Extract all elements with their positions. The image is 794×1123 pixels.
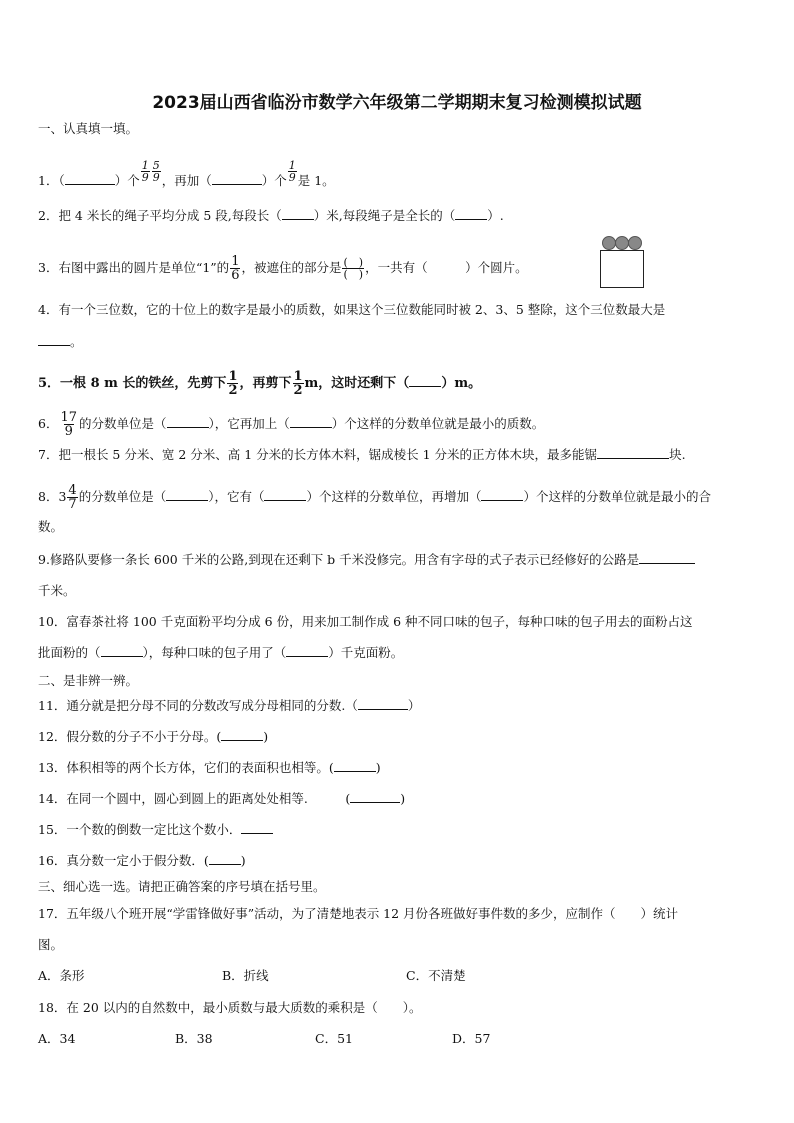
question-12: 12．假分数的分子不小于分母。( ) xyxy=(38,729,269,744)
answer-blank[interactable] xyxy=(350,802,400,803)
answer-blank[interactable] xyxy=(597,458,669,459)
circle-piece xyxy=(602,236,616,250)
circle-piece xyxy=(628,236,642,250)
answer-blank[interactable] xyxy=(241,833,273,834)
answer-blank[interactable] xyxy=(65,184,115,185)
covered-circles-figure xyxy=(598,236,646,288)
question-14: 14．在同一个圆中，圆心到圆上的距离处处相等. ( ) xyxy=(38,791,406,806)
answer-blank[interactable] xyxy=(455,219,487,220)
answer-blank[interactable] xyxy=(409,386,441,387)
question-1: 1．（ ）个 $\frac{1}{9}$ $\frac{5}{9}$ ，再加（ ）个 $\frac{1}{9}$ 是 1。 xyxy=(38,159,335,188)
question-16: 16．真分数一定小于假分数．( ) xyxy=(38,853,246,868)
answer-blank[interactable] xyxy=(358,709,408,710)
answer-blank[interactable] xyxy=(286,656,328,657)
section-3-heading: 三、细心选一选。请把正确答案的序号填在括号里。 xyxy=(38,879,326,894)
question-18-option-a[interactable]: A．34 xyxy=(38,1031,76,1046)
fraction: $\frac{5}{9}$ xyxy=(152,159,160,184)
answer-blank[interactable] xyxy=(167,427,209,428)
question-17-continued: 图。 xyxy=(38,937,64,952)
answer-blank[interactable] xyxy=(334,771,376,772)
question-18-option-d[interactable]: D．57 xyxy=(452,1031,491,1046)
fraction: $\frac{17}{9}$ xyxy=(60,410,77,439)
question-5: 5．一根 8 m 长的铁丝，先剪下 $\frac{1}{2}$ ，再剪下 $\frac{1}{2}$ m，这时还剩下（ ）m。 xyxy=(38,369,482,398)
answer-blank[interactable] xyxy=(38,345,70,346)
question-11: 11．通分就是把分母不同的分数改写成分母相同的分数.（ ） xyxy=(38,698,421,713)
fraction: $\frac{1}{9}$ xyxy=(141,159,149,184)
answer-blank[interactable] xyxy=(481,500,523,501)
question-9: 9.修路队要修一条长 600 千米的公路,到现在还剩下 b 千米没修完。用含有字母的式子表示已经修好的公路是 xyxy=(38,552,695,568)
cover-rectangle xyxy=(600,250,644,288)
question-2: 2．把 4 米长的绳子平均分成 5 段,每段长（ ）米,每段绳子是全长的（ ）. xyxy=(38,208,504,223)
fraction: $\frac{1}{9}$ xyxy=(288,159,296,184)
answer-blank[interactable] xyxy=(264,500,306,501)
fraction: $\frac{1}{6}$ xyxy=(231,254,240,283)
question-3: 3．右图中露出的圆片是单位“1”的 $\frac{1}{6}$ ，被遮住的部分是 $\frac{( )}{( )}$ ，一共有（ ）个圆片。 xyxy=(38,254,528,283)
fraction: $\frac{1}{2}$ xyxy=(293,369,303,398)
question-17-option-b[interactable]: B．折线 xyxy=(222,968,269,983)
question-17-option-a[interactable]: A．条形 xyxy=(38,968,85,983)
question-17: 17．五年级八个班开展“学雷锋做好事”活动，为了清楚地表示 12 月份各班做好事件数的多少，应制作（ ）统计 xyxy=(38,906,679,921)
section-2-heading: 二、是非辨一辨。 xyxy=(38,673,139,688)
fraction: $\frac{1}{2}$ xyxy=(228,369,238,398)
question-9-continued: 千米。 xyxy=(38,583,76,598)
question-6: 6． $\frac{17}{9}$ 的分数单位是（ ），它再加上（ ）个这样的分数单位就是最小的质数。 xyxy=(38,410,545,439)
section-1-heading: 一、认真填一填。 xyxy=(38,121,139,136)
question-18-option-b[interactable]: B．38 xyxy=(175,1031,213,1046)
answer-blank[interactable] xyxy=(221,740,263,741)
answer-blank[interactable] xyxy=(101,656,143,657)
question-7: 7．把一根长 5 分米、宽 2 分米、高 1 分米的长方体木料，锯成棱长 1 分米的正方体木块，最多能锯 块. xyxy=(38,447,686,462)
question-17-option-c[interactable]: C．不清楚 xyxy=(406,968,466,983)
answer-blank[interactable] xyxy=(166,500,208,501)
question-10: 10．富春茶社将 100 千克面粉平均分成 6 份，用来加工制作成 6 种不同口味的包子，每种口味的包子用去的面粉占这 xyxy=(38,614,693,629)
question-10-continued: 批面粉的（ ），每种口味的包子用了（ ）千克面粉。 xyxy=(38,645,404,660)
answer-blank[interactable] xyxy=(282,219,314,220)
answer-blank[interactable] xyxy=(212,184,262,185)
page-title: 2023届山西省临汾市数学六年级第二学期期末复习检测模拟试题 xyxy=(152,93,642,113)
question-4-continued: 。 xyxy=(38,334,83,350)
fraction: $\frac{4}{7}$ xyxy=(68,483,77,512)
question-8-continued: 数。 xyxy=(38,519,64,534)
question-15: 15．一个数的倒数一定比这个数小． xyxy=(38,822,273,838)
answer-blank[interactable] xyxy=(209,864,241,865)
question-13: 13．体积相等的两个长方体，它们的表面积也相等。( ) xyxy=(38,760,381,775)
question-4: 4．有一个三位数，它的十位上的数字是最小的质数，如果这个三位数能同时被 2、3、5 整除，这个三位数最大是 xyxy=(38,302,666,317)
question-18: 18．在 20 以内的自然数中，最小质数与最大质数的乘积是（ ）。 xyxy=(38,1000,422,1015)
question-18-option-c[interactable]: C．51 xyxy=(315,1031,353,1046)
question-8: 8．3 $\frac{4}{7}$ 的分数单位是（ ），它有（ ）个这样的分数单位，再增加（ ）个这样的分数单位就是最小的合 xyxy=(38,483,711,512)
answer-blank[interactable] xyxy=(290,427,332,428)
blank-fraction[interactable]: $\frac{( )}{( )}$ xyxy=(343,256,364,281)
answer-blank[interactable] xyxy=(639,563,695,564)
circle-piece xyxy=(615,236,629,250)
